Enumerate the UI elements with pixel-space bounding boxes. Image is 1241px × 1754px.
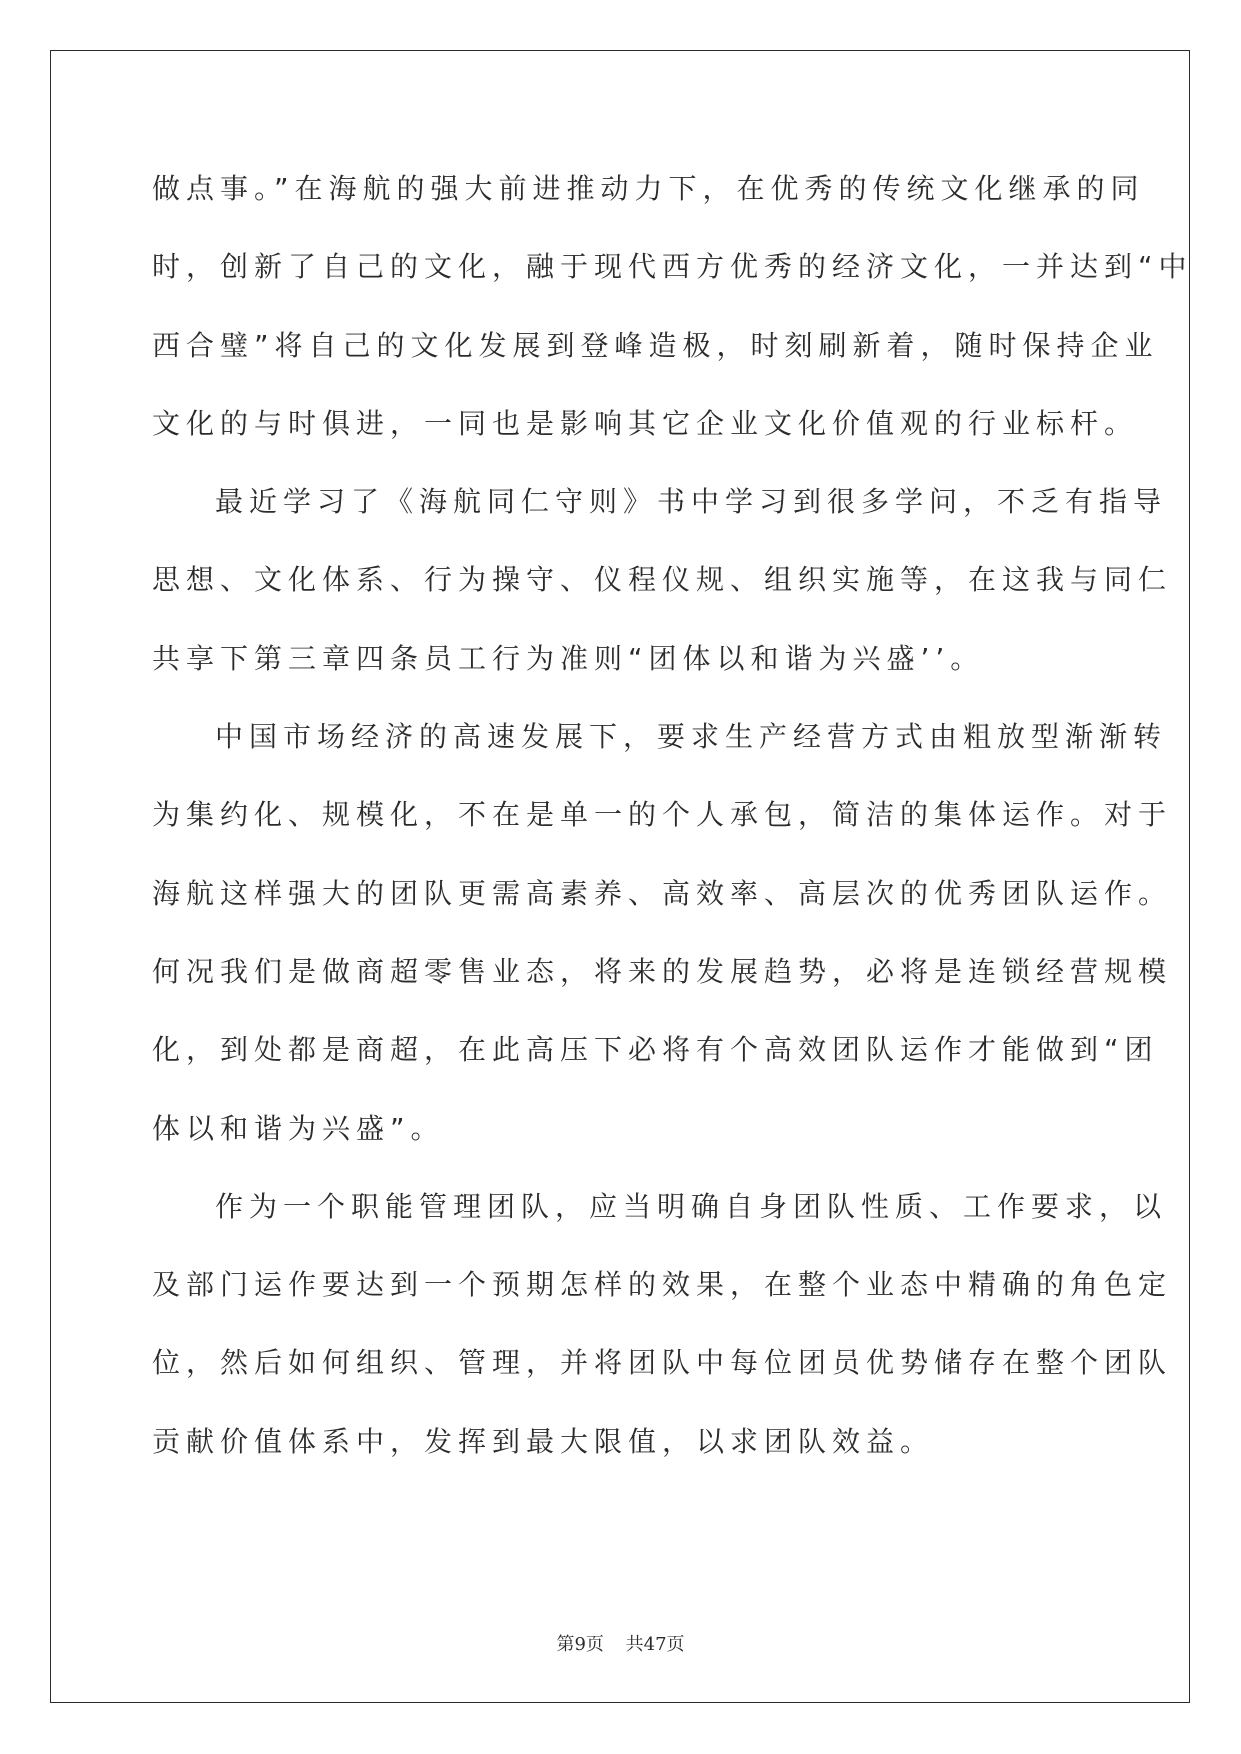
text-line: 思想、文化体系、行为操守、仪程仪规、组织实施等，在这我与同仁 — [152, 563, 1173, 597]
text-line: 贡献价值体系中，发挥到最大限值，以求团队效益。 — [152, 1424, 935, 1458]
page-number: 第9页 — [556, 1634, 604, 1655]
paragraph-first-line: 中国市场经济的高速发展下，要求生产经营方式由粗放型渐渐转 — [215, 720, 1168, 754]
text-line: 及部门运作要达到一个预期怎样的效果，在整个业态中精确的角色定 — [152, 1268, 1173, 1302]
page-footer — [0, 1630, 1241, 1656]
text-line: 体以和谐为兴盛”。 — [152, 1111, 445, 1145]
text-line: 共享下第三章四条员工行为准则“团体以和谐为兴盛’’。 — [152, 641, 985, 675]
text-line: 做点事。”在海航的强大前进推动力下，在优秀的传统文化继承的同 — [152, 172, 1145, 205]
paragraph-first-line: 作为一个职能管理团队，应当明确自身团队性质、工作要求，以 — [215, 1189, 1168, 1223]
text-line: 西合璧”将自己的文化发展到登峰造极，时刻刷新着，随时保持企业 — [152, 328, 1159, 362]
text-line: 位，然后如何组织、管理，并将团队中每位团员优势储存在整个团队 — [152, 1346, 1173, 1380]
text-line: 时，创新了自己的文化，融于现代西方优秀的经济文化，一并达到“中 — [152, 250, 1193, 284]
text-line: 文化的与时俱进，一同也是影响其它企业文化价值观的行业标杆。 — [152, 406, 1139, 440]
text-line: 海航这样强大的团队更需高素养、高效率、高层次的优秀团队运作。 — [152, 876, 1173, 910]
text-line: 化，到处都是商超，在此高压下必将有个高效团队运作才能做到“团 — [152, 1033, 1159, 1067]
text-line: 为集约化、规模化，不在是单一的个人承包，简洁的集体运作。对于 — [152, 798, 1173, 832]
text-line: 何况我们是做商超零售业态，将来的发展趋势，必将是连锁经营规模 — [152, 954, 1173, 988]
page-total: 共47页 — [625, 1634, 685, 1655]
paragraph-first-line: 最近学习了《海航同仁守则》书中学习到很多学问，不乏有指导 — [215, 485, 1168, 519]
document-body — [152, 161, 1193, 1492]
